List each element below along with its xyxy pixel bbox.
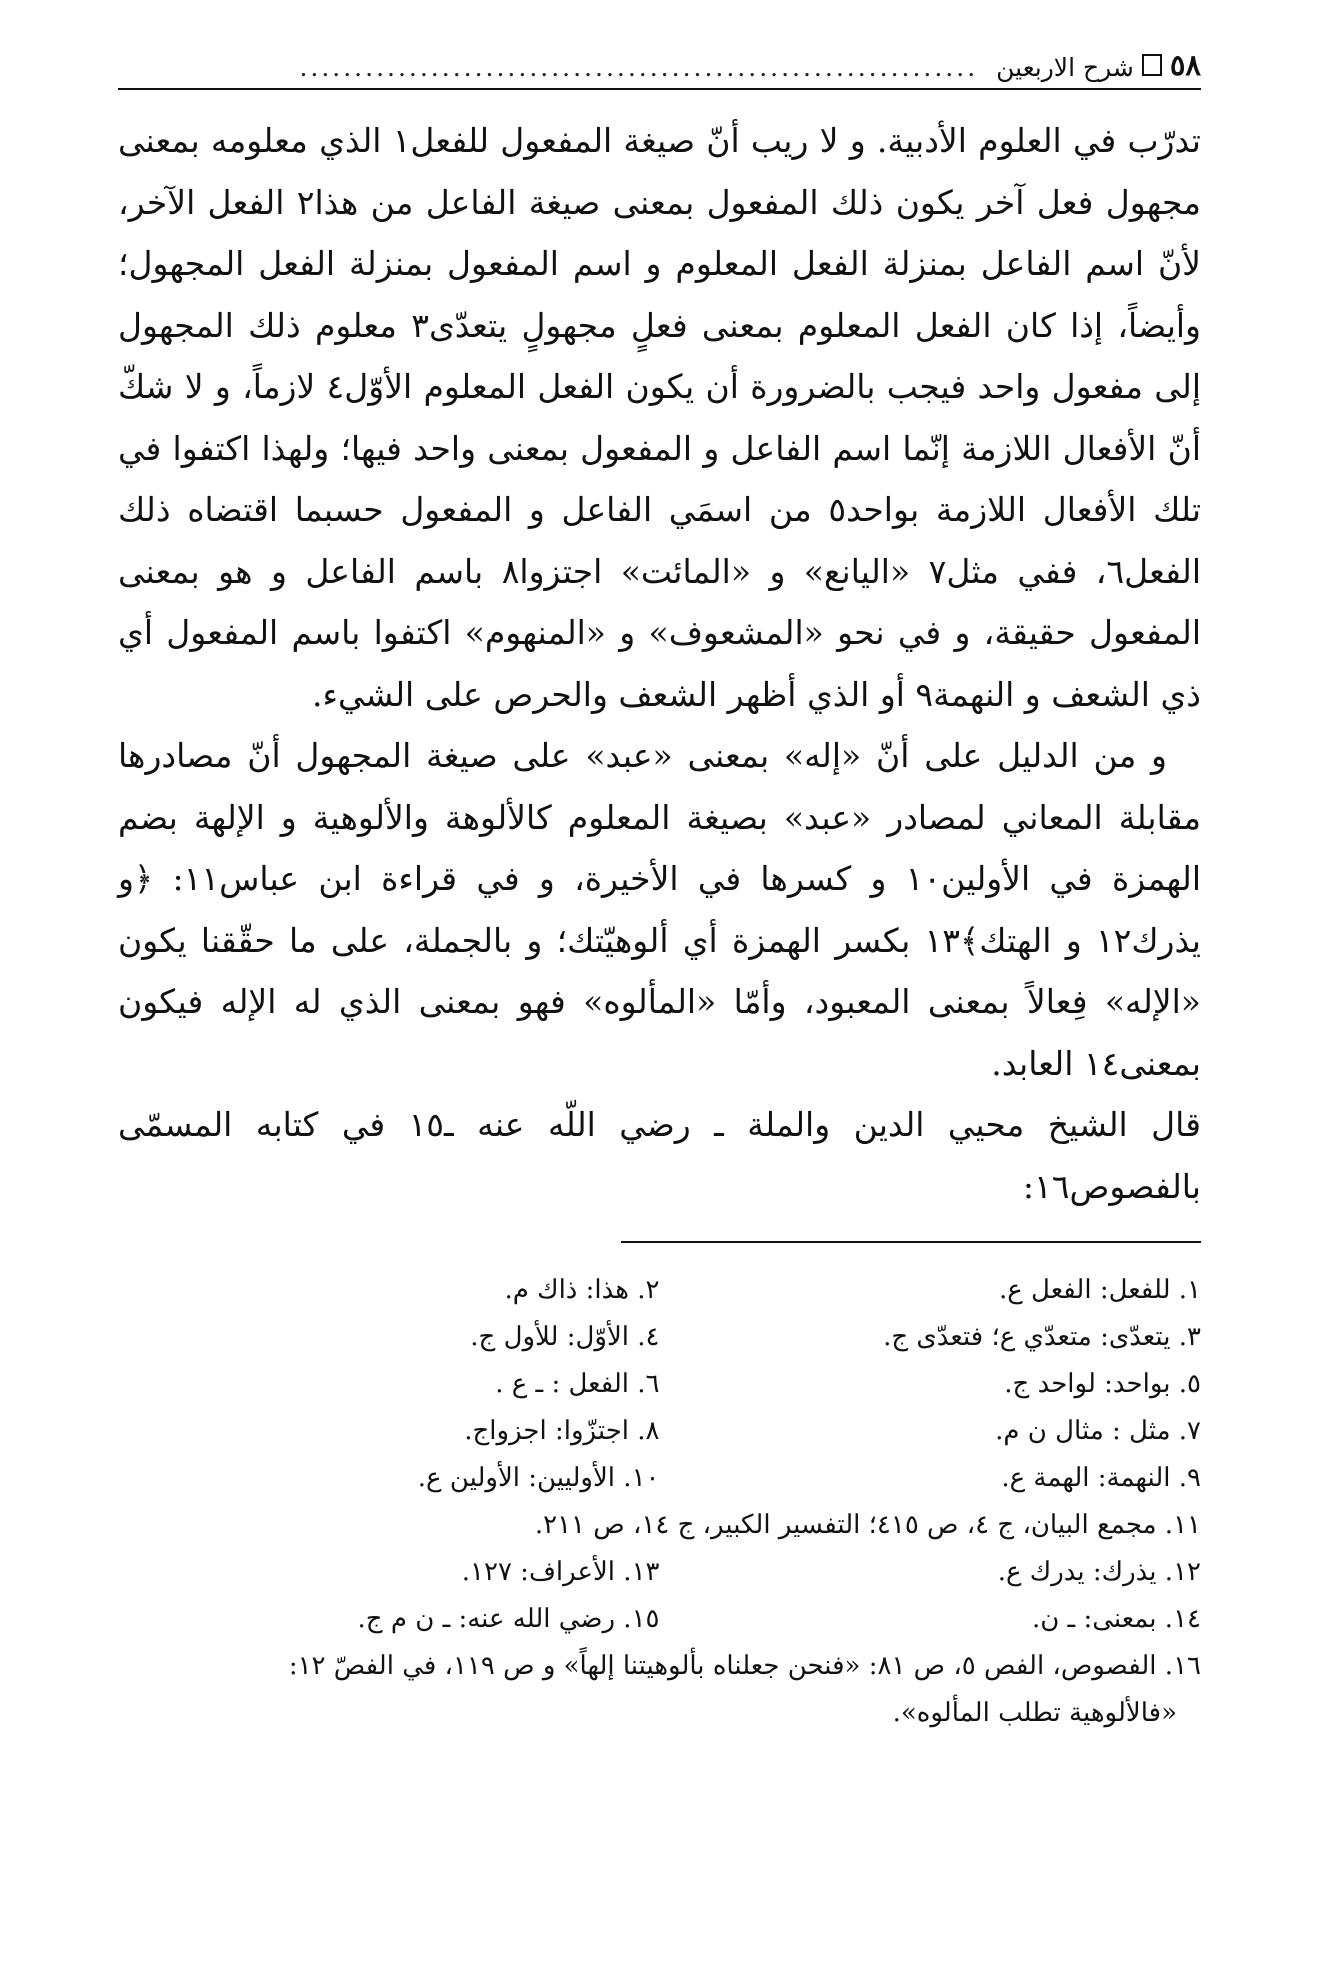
footnote-row <box>118 1455 1201 1502</box>
square-ornament-icon <box>1142 54 1162 76</box>
footnote: ١٣. الأعراف: ١٢٧. <box>461 1557 660 1587</box>
footnote: ١. للفعل: الفعل ع. <box>998 1275 1201 1305</box>
footnote: ٢. هذا: ذاك م. <box>504 1275 660 1305</box>
footnote-row <box>118 1408 1201 1455</box>
book-page <box>118 30 1201 1930</box>
page-number: ٥٨ <box>1169 48 1201 82</box>
footnote: ١٠. الأوليين: الأولين ع. <box>417 1463 660 1493</box>
footnote-row <box>118 1596 1201 1643</box>
footnote: ٤. الأوّل: للأول ج. <box>470 1322 660 1352</box>
body-paragraph: و من الدليل على أنّ «إله» بمعنى «عبد» على صيغة المجهول أنّ مصادرها مقابلة المعاني لمصادر «عبد» بصيغة المعلوم كالألوهة والألوهية و الإلهة بضم الهمزة في الأولين١٠ و كسرها في الأخيرة، و في قراءة ابن عباس١١: ﴿و يذرك١٢ و الهتك﴾١٣ بكسر الهمزة أي ألوهيّتك؛ و بالجملة، على ما حقّقنا يكون «الإله» فِعالاً بمعنى المعبود، وأمّا «المألوه» فهو بمعنى الذي له الإله فيكون بمعنى١٤ العابد. <box>118 736 1201 1083</box>
body-paragraph: تدرّب في العلوم الأدبية. و لا ريب أنّ صيغة المفعول للفعل١ الذي معلومه بمعنى مجهول فعل آخر يكون ذلك المفعول بمعنى صيغة الفاعل من هذا٢ الفعل الآخر، لأنّ اسم الفاعل بمنزلة الفعل المعلوم و اسم المفعول بمنزلة الفعل المجهول؛ وأيضاً، إذا كان الفعل المعلوم بمعنى فعلٍ مجهولٍ يتعدّى٣ معلوم ذلك المجهول إلى مفعول واحد فيجب بالضرورة أن يكون الفعل المعلوم الأوّل٤ لازماً، و لا شكّ أنّ الأفعال اللازمة إنّما اسم الفاعل و المفعول بمعنى واحد فيها؛ ولهذا اكتفوا في تلك الأفعال اللازمة بواحد٥ من اسمَي الفاعل و المفعول حسبما اقتضاه ذلك الفعل٦، ففي مثل٧ «اليانع» و «المائت» اجتزوا٨ باسم الفاعل و هو بمعنى المفعول حقيقة، و في نحو «المشعوف» و «المنهوم» اكتفوا باسم المفعول أي ذي الشعف و النهمة٩ أو الذي أظهر الشعف والحرص على الشيء. <box>118 121 1202 714</box>
body-paragraph: قال الشيخ محيي الدين والملة ـ رضي اللّه عنه ـ١٥ في كتابه المسمّى بالفصوص١٦: <box>118 1105 1201 1206</box>
footnotes <box>118 1267 1201 1737</box>
header-leader-dots: .............................................................. <box>299 53 979 82</box>
footnote-row <box>118 1267 1201 1314</box>
footnote-row <box>118 1549 1201 1596</box>
main-text <box>118 110 1201 1217</box>
footnote: ٧. مثل : مثال ن م. <box>995 1416 1201 1446</box>
footnote: ٦. الفعل : ـ ع . <box>495 1369 660 1399</box>
footnote: ١٢. يذرك: يدرك ع. <box>997 1557 1201 1587</box>
footnote: ١١. مجمع البيان، ج ٤، ص ٤١٥؛ التفسير الكبير، ج ١٤، ص ٢١١. <box>534 1510 1201 1540</box>
footnote: ٥. بواحد: لواحد ج. <box>1004 1369 1201 1399</box>
footnote-row <box>118 1361 1201 1408</box>
footnote: ٨. اجتزّوا: اجزواج. <box>464 1416 660 1446</box>
running-title: شرح الاربعين <box>996 53 1134 82</box>
page-header <box>118 30 1201 90</box>
footnote: ١٥. رضي الله عنه: ـ ن م ج. <box>357 1604 660 1634</box>
footnote: ٣. يتعدّى: متعدّي ع؛ فتعدّى ج. <box>883 1322 1201 1352</box>
footnote: ٩. النهمة: الهمة ع. <box>1001 1463 1201 1493</box>
footnote-row <box>118 1314 1201 1361</box>
footnote: ١٤. بمعنى: ـ ن. <box>1031 1604 1201 1634</box>
footnote: ١٦. الفصوص، الفص ٥، ص ٨١: «فنحن جعلناه بألوهيتنا إلهاً» و ص ١١٩، في الفصّ ١٢: <box>288 1651 1201 1681</box>
footnote-continuation: «فالألوهية تطلب المألوه». <box>892 1698 1177 1728</box>
footnote-separator <box>621 1241 1201 1243</box>
